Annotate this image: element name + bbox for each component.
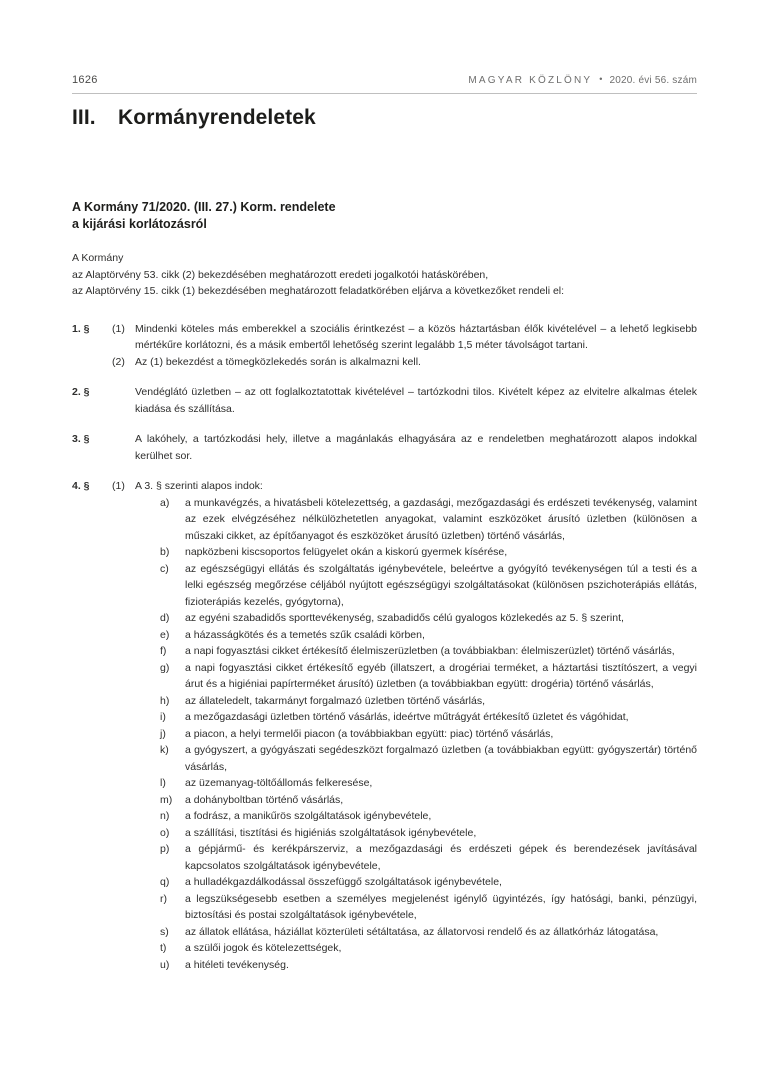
section-label: [72, 354, 112, 371]
preamble-line: A Kormány: [72, 252, 124, 264]
item-text: az egészségügyi ellátás és szolgáltatás igénybevétele, beleértve a gyógyító tevékenységen túl a testi és a lelki egészség megőrzése céljából nyújtott egészségügyi szolgáltatásokat (különösen pszichoterápiás ellátás, fizioterápiás kezelés, gyógytorna),: [185, 562, 697, 608]
preamble-line: az Alaptörvény 53. cikk (2) bekezdésében meghatározott eredeti jogalkotói hatáskörében,: [72, 268, 489, 281]
item-text: az üzemanyag-töltőállomás felkeresése,: [185, 777, 373, 789]
item-label: f): [160, 645, 167, 657]
item-label: e): [160, 628, 170, 641]
list-item: [160, 561, 697, 611]
item-text: a hitéleti tevékenység.: [185, 958, 289, 971]
paragraph-cell: [135, 354, 697, 371]
paragraph-text: Vendéglátó üzletben – az ott foglalkoztatottak kivételével – tartózkodni tilos. Kivételt képez az elvitelre alkalmas ételek kiadása és szállítása.: [135, 386, 697, 415]
paragraph-text: Mindenki köteles más emberekkel a szociális érintkezést – a közös háztartásban élők kivételével – a lehető legkisebb mértékűre korlátozni, és a másik embertől lehetőség szerint legalább 1,5 méter távolságot tartani.: [135, 322, 697, 351]
list-item: [160, 610, 697, 627]
journal-name: MAGYAR KÖZLÖNY: [468, 75, 593, 86]
paragraph-cell: [135, 431, 697, 464]
paragraph-text: A lakóhely, a tartózkodási hely, illetve a magánlakás elhagyására az e rendeletben meghatározott alapos indokkal kerülhet sor.: [135, 433, 697, 462]
item-label: d): [160, 612, 170, 624]
list-item: [160, 957, 697, 974]
item-label: n): [160, 810, 170, 822]
paragraph-cell: [135, 478, 697, 973]
page-number: 1626: [72, 74, 98, 86]
decree-section: [72, 431, 697, 464]
item-text: az állateledelt, takarmányt forgalmazó üzletben történő vásárlás,: [185, 694, 485, 707]
list-item: [160, 643, 697, 660]
chapter-number: III.: [72, 106, 96, 129]
item-text: a szállítási, tisztítási és higiéniás szolgáltatások igénybevétele,: [185, 826, 477, 839]
list-item: [160, 825, 697, 842]
item-text: a fodrász, a manikűrös szolgáltatások igénybevétele,: [185, 810, 432, 822]
item-text: a munkavégzés, a hivatásbeli kötelezettség, a gazdasági, mezőgazdasági és erdészeti tevékenység, valamint az ezek elvégzéséhez nélkülözhetetlen anyagokat, valamint eszközöket árusító üzletben (különösen a műszaki cikket, az építőanyagot és eszközöket árusító üzletben) történő vásárlás,: [185, 496, 697, 542]
item-label: k): [160, 744, 169, 756]
decree-section: [72, 478, 697, 973]
paragraph-number: (1): [112, 322, 125, 335]
item-label: b): [160, 546, 170, 558]
item-text: az állatok ellátása, háziállat közterületi sétáltatása, az állatorvosi rendelő és az állatkórház látogatása,: [185, 925, 659, 938]
item-text: a gyógyszert, a gyógyászati segédeszközt forgalmazó üzletben (a továbbiakban együtt: gyógyszertár) történő vásárlás,: [185, 744, 697, 773]
list-item: [160, 709, 697, 726]
item-label: g): [160, 661, 170, 674]
journal-reference: [468, 75, 697, 86]
decree-title: [72, 199, 697, 233]
item-label: r): [160, 892, 167, 905]
item-label: h): [160, 694, 170, 707]
paragraph-number: (1): [112, 480, 125, 492]
journal-issue: 2020. évi 56. szám: [609, 75, 697, 86]
item-text: a napi fogyasztási cikket értékesítő élelmiszerüzletben (a továbbiakban: élelmiszerüzlet) történő vásárlás,: [185, 645, 675, 657]
item-label: q): [160, 876, 170, 888]
decree-title-line1: A Kormány 71/2020. (III. 27.) Korm. rendelete: [72, 200, 336, 214]
item-label: l): [160, 777, 166, 789]
separator-dot: •: [599, 74, 603, 84]
list-item: [160, 693, 697, 710]
item-label: p): [160, 843, 170, 855]
item-text: az egyéni szabadidős sporttevékenység, szabadidős célú gyalogos közlekedés az 5. § szerint,: [185, 612, 624, 624]
list-item: [160, 726, 697, 743]
item-label: c): [160, 562, 169, 575]
chapter-heading: [72, 106, 697, 130]
list-item: [160, 495, 697, 545]
list-item: [160, 841, 697, 874]
section-label: 4. §: [72, 480, 90, 492]
section-label: 2. §: [72, 386, 90, 398]
list-item: [160, 891, 697, 924]
paragraph-number: [112, 431, 135, 464]
item-label: m): [160, 793, 173, 806]
paragraph-row: [72, 354, 697, 371]
section-label: 1. §: [72, 322, 90, 335]
list-item: [160, 544, 697, 561]
list-item: [160, 874, 697, 891]
paragraph-row: [72, 321, 697, 354]
paragraph-text: Az (1) bekezdést a tömegközlekedés során is alkalmazni kell.: [135, 355, 421, 368]
item-text: a legszükségesebb esetben a személyes megjelenést igénylő ügyintézés, így hatósági, banki, pénzügyi, biztosítási és postai szolgáltatások igénybevétele,: [185, 892, 697, 921]
item-text: a mezőgazdasági üzletben történő vásárlás, ideértve műtrágyát értékesítő üzletet és vágóhidat,: [185, 711, 629, 723]
item-label: u): [160, 958, 170, 971]
paragraph-row: [72, 431, 697, 464]
list-item: [160, 808, 697, 825]
paragraph-cell: [135, 384, 697, 417]
item-label: a): [160, 496, 170, 509]
item-text: napközbeni kiscsoportos felügyelet okán a kiskorú gyermek kísérése,: [185, 546, 508, 558]
item-text: a napi fogyasztási cikket értékesítő egyéb (illatszert, a drogériai terméket, a háztartási tisztítószert, a vegyi árut és a higiéniai papírterméket árusító) üzletben (a továbbiakban együtt: drogéria) történő vásárlás,: [185, 661, 697, 690]
paragraph-cell: [135, 321, 697, 354]
running-header: [72, 0, 697, 94]
item-text: a házasságkötés és a temetés szűk családi körben,: [185, 628, 425, 641]
list-item: [160, 742, 697, 775]
paragraph-row: [72, 384, 697, 417]
paragraph-number: (2): [112, 355, 125, 368]
decree-section: [72, 384, 697, 417]
decree-section: [72, 321, 697, 371]
item-label: j): [160, 727, 166, 740]
paragraph-text: A 3. § szerinti alapos indok:: [135, 480, 263, 492]
preamble: [72, 250, 697, 300]
list-item: [160, 775, 697, 792]
item-text: a gépjármű- és kerékpárszerviz, a mezőgazdasági és erdészeti gépek és berendezések javításával kapcsolatos szolgáltatások igénybevétele,: [185, 843, 697, 872]
item-text: a szülői jogok és kötelezettségek,: [185, 942, 342, 954]
list-item: [160, 940, 697, 957]
item-label: o): [160, 826, 170, 839]
sections: [72, 321, 697, 974]
list-item: [160, 660, 697, 693]
paragraph-number: [112, 384, 135, 417]
list-item: [160, 627, 697, 644]
list-item: [160, 792, 697, 809]
preamble-line: az Alaptörvény 15. cikk (1) bekezdésében meghatározott feladatkörében eljárva a következőket rendeli el:: [72, 285, 565, 297]
item-label: s): [160, 925, 169, 938]
item-text: a dohányboltban történő vásárlás,: [185, 793, 344, 806]
chapter-title: Kormányrendeletek: [118, 106, 316, 129]
item-label: i): [160, 711, 166, 723]
section-label: 3. §: [72, 433, 90, 445]
item-text: a piacon, a helyi termelői piacon (a továbbiakban együtt: piac) történő vásárlás,: [185, 727, 554, 740]
item-text: a hulladékgazdálkodással összefüggő szolgáltatások igénybevétele,: [185, 876, 502, 888]
list-item: [160, 924, 697, 941]
decree-title-line2: a kijárási korlátozásról: [72, 217, 207, 231]
paragraph-row: [72, 478, 697, 973]
item-label: t): [160, 942, 167, 954]
